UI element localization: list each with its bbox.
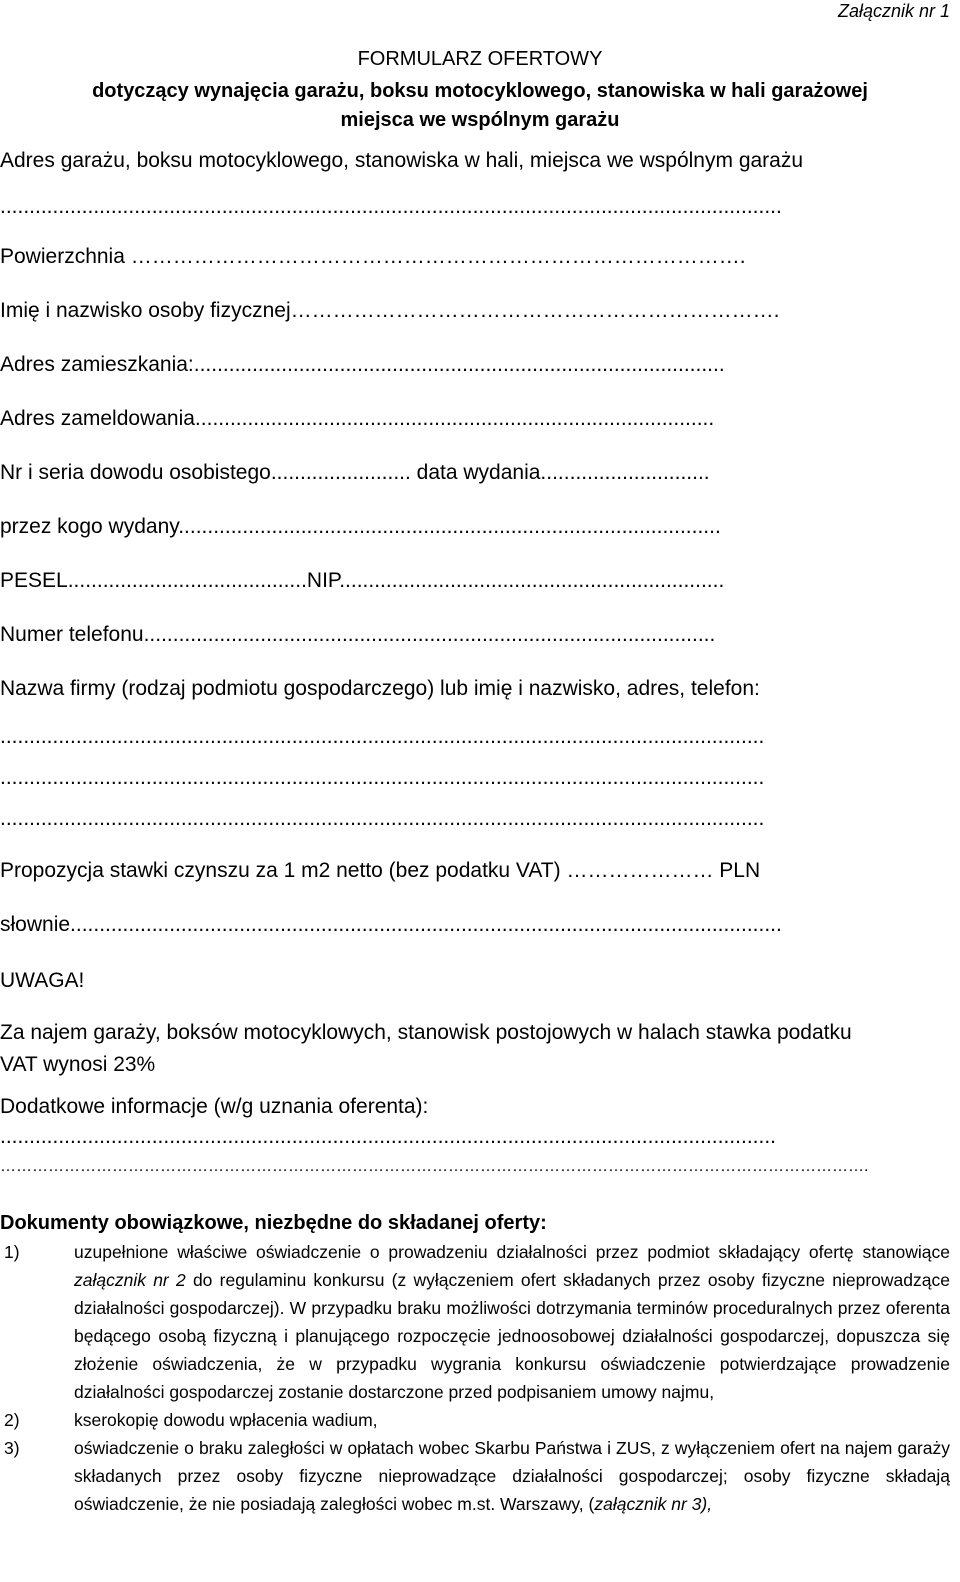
address-field[interactable]: ...................................................................................................................................... bbox=[0, 195, 782, 218]
annex-label: Załącznik nr 1 bbox=[837, 1, 950, 21]
list-item-text: oświadczenie o braku zaległości w opłatach wobec Skarbu Państwa i ZUS, z wyłączeniem ofert na najem garaży składanych przez osoby fizyczne nieprowadzące działalności gospodarczej; osoby fizyczne składają oświadczenie, że nie posiadają zaległości wobec m.st. Warszawy, ( bbox=[74, 1438, 950, 1514]
list-item-text: uzupełnione właściwe oświadczenie o prowadzeniu działalności przez podmiot składający ofertę stanowiące bbox=[74, 1242, 950, 1262]
documents-heading: Dokumenty obowiązkowe, niezbędne do składanej oferty: bbox=[0, 1212, 547, 1234]
documents-list-item bbox=[0, 1238, 950, 1406]
company-field-line[interactable]: ................................................................................................................................... bbox=[0, 766, 765, 789]
pesel-nip-field[interactable]: PESEL.........................................NIP.................................................................. bbox=[0, 569, 725, 592]
list-item-number: 2) bbox=[4, 1410, 20, 1430]
residence-address-field[interactable]: Adres zamieszkania:........................................................................................... bbox=[0, 353, 725, 376]
registration-address-field[interactable]: Adres zameldowania......................................................................................... bbox=[0, 407, 715, 430]
additional-info-label: Dodatkowe informacje (w/g uznania oferenta): bbox=[0, 1095, 429, 1118]
id-card-field[interactable]: Nr i seria dowodu osobistego........................ data wydania............................. bbox=[0, 461, 710, 484]
list-item-number: 1) bbox=[4, 1242, 20, 1262]
warning-text-line1: Za najem garaży, boksów motocyklowych, stanowisk postojowych w halach stawka podatku bbox=[0, 1021, 852, 1044]
documents-list-item bbox=[0, 1406, 950, 1434]
amount-in-words-field[interactable]: słownie.......................................................................................................................... bbox=[0, 913, 782, 936]
additional-info-line[interactable]: ………………………………………………………………………………………………………………………………………………. bbox=[0, 1158, 869, 1175]
additional-info-line[interactable]: ..................................................................................................................................... bbox=[0, 1125, 776, 1148]
area-field[interactable]: Powierzchnia ……………………………………………………………………………. bbox=[0, 245, 746, 268]
warning-label: UWAGA! bbox=[0, 969, 85, 992]
list-item-annex-ref: załącznik nr 2 bbox=[74, 1270, 186, 1290]
list-item-text: kserokopię dowodu wpłacenia wadium, bbox=[74, 1410, 378, 1430]
company-label: Nazwa firmy (rodzaj podmiotu gospodarczego) lub imię i nazwisko, adres, telefon: bbox=[0, 677, 760, 700]
form-subtitle-line2: miejsca we wspólnym garażu bbox=[340, 109, 620, 131]
issued-by-field[interactable]: przez kogo wydany............................................................................................. bbox=[0, 515, 721, 538]
warning-text-line2: VAT wynosi 23% bbox=[0, 1053, 156, 1076]
list-item-number: 3) bbox=[4, 1438, 20, 1458]
documents-list-item bbox=[0, 1434, 950, 1518]
company-field-line[interactable]: ................................................................................................................................... bbox=[0, 807, 765, 830]
form-subtitle-line1: dotyczący wynajęcia garażu, boksu motocyklowego, stanowiska w hali garażowej bbox=[92, 80, 868, 102]
list-item-text: do regulaminu konkursu (z wyłączeniem ofert składanych przez osoby fizyczne nieprowadzące działalności gospodarczej). W przypadku braku możliwości dotrzymania terminów proceduralnych przez oferenta będącego osobą fizyczną i planującego rozpoczęcie jednoosobowej działalności gospodarczej, dopuszcza się złożenie oświadczenia, że w przypadku wygrania konkursu oświadczenie potwierdzające prowadzenie działalności gospodarczej zostanie dostarczone przed podpisaniem umowy najmu, bbox=[74, 1270, 950, 1402]
phone-field[interactable]: Numer telefonu.................................................................................................. bbox=[0, 623, 716, 646]
person-name-field[interactable]: Imię i nazwisko osoby fizycznej……………………………………………………………. bbox=[0, 299, 780, 322]
address-label: Adres garażu, boksu motocyklowego, stanowiska w hali, miejsca we wspólnym garażu bbox=[0, 149, 804, 172]
rent-proposal-field[interactable]: Propozycja stawki czynszu za 1 m2 netto (bez podatku VAT) ………………… PLN bbox=[0, 859, 761, 882]
documents-list bbox=[0, 1238, 950, 1518]
form-title: FORMULARZ OFERTOWY bbox=[357, 48, 603, 70]
list-item-annex-ref: załącznik nr 3), bbox=[594, 1494, 713, 1514]
company-field-line[interactable]: ................................................................................................................................... bbox=[0, 725, 765, 748]
